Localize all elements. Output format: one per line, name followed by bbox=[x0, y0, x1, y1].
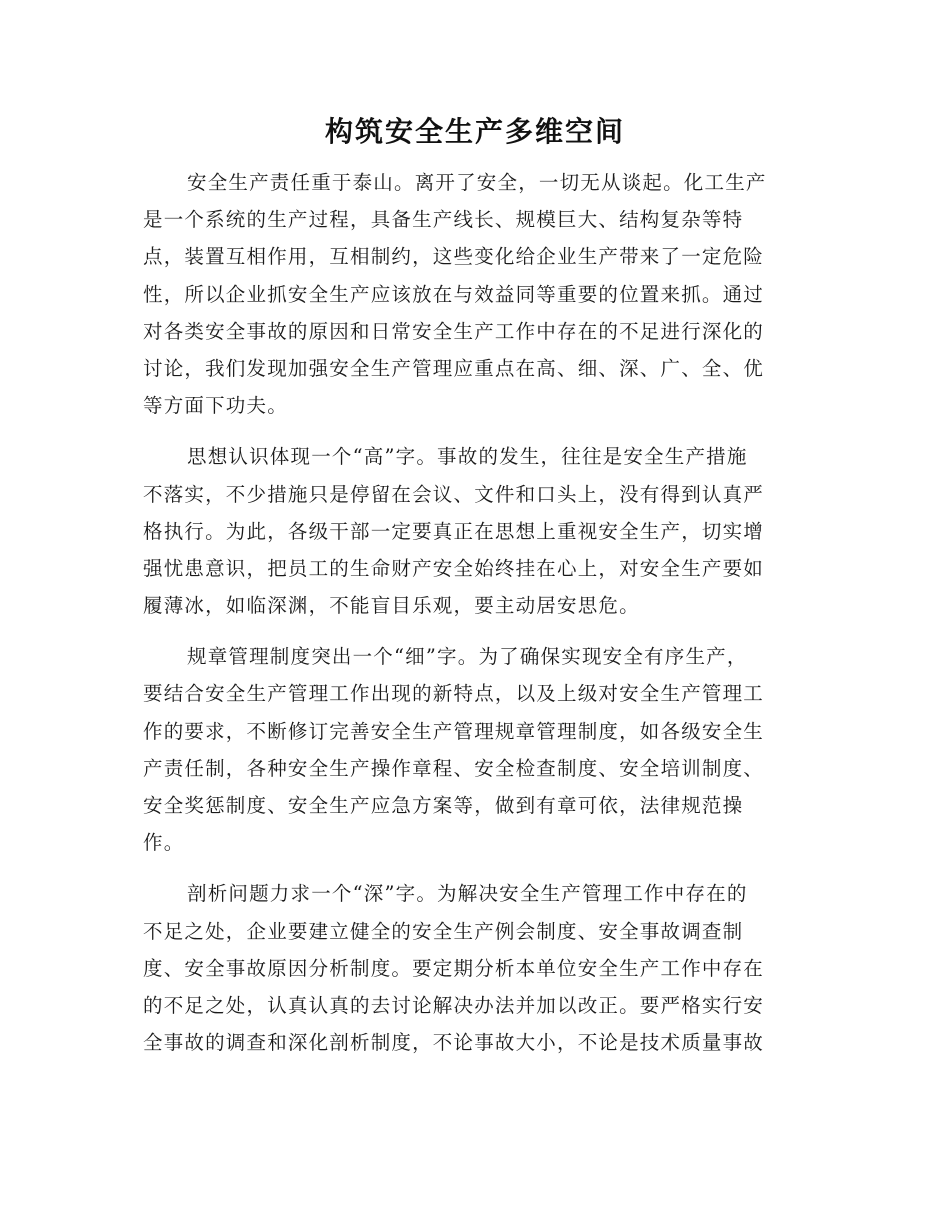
text-line: 履薄冰，如临深渊，不能盲目乐观，要主动居安思危。 bbox=[143, 594, 640, 618]
text-line: 性，所以企业抓安全生产应该放在与效益同等重要的位置来抓。通过 bbox=[143, 282, 765, 306]
text-line: 讨论，我们发现加强安全生产管理应重点在高、细、深、广、全、优 bbox=[143, 356, 765, 380]
paragraph bbox=[143, 638, 798, 861]
document-body bbox=[143, 164, 798, 1075]
paragraph bbox=[143, 875, 798, 1061]
paragraph bbox=[143, 438, 798, 624]
text-line: 强忧患意识，把员工的生命财产安全始终挂在心上，对安全生产要如 bbox=[143, 556, 765, 580]
text-line: 是一个系统的生产过程，具备生产线长、规模巨大、结构复杂等特 bbox=[143, 208, 744, 232]
text-line: 对各类安全事故的原因和日常安全生产工作中存在的不足进行深化的 bbox=[143, 319, 765, 343]
text-line: 等方面下功夫。 bbox=[143, 394, 288, 418]
text-line: 思想认识体现一个“高”字。事故的发生，往往是安全生产措施 bbox=[187, 445, 748, 469]
text-line: 产责任制，各种安全生产操作章程、安全检查制度、安全培训制度、 bbox=[143, 756, 765, 780]
text-line: 安全生产责任重于泰山。离开了安全，一切无从谈起。化工生产 bbox=[187, 171, 767, 194]
text-line: 度、安全事故原因分析制度。要定期分析本单位安全生产工作中存在 bbox=[143, 956, 765, 980]
text-line: 作的要求，不断修订完善安全生产管理规章管理制度，如各级安全生 bbox=[143, 719, 765, 743]
text-line: 不落实，不少措施只是停留在会议、文件和口头上，没有得到认真严 bbox=[143, 482, 765, 506]
text-line: 的不足之处，认真认真的去讨论解决办法并加以改正。要严格实行安 bbox=[143, 993, 765, 1017]
paragraph bbox=[143, 164, 798, 424]
text-line: 剖析问题力求一个“深”字。为解决安全生产管理工作中存在的 bbox=[187, 882, 748, 906]
text-line: 不足之处，企业要建立健全的安全生产例会制度、安全事故调查制 bbox=[143, 919, 744, 943]
text-line: 作。 bbox=[143, 831, 185, 855]
text-line: 安全奖惩制度、安全生产应急方案等，做到有章可依，法律规范操 bbox=[143, 794, 744, 817]
text-line: 格执行。为此，各级干部一定要真正在思想上重视安全生产，切实增 bbox=[143, 519, 765, 543]
text-line: 要结合安全生产管理工作出现的新特点，以及上级对安全生产管理工 bbox=[143, 682, 765, 706]
text-line: 全事故的调查和深化剖析制度，不论事故大小，不论是技术质量事故 bbox=[143, 1031, 765, 1055]
text-line: 点，装置互相作用，互相制约，这些变化给企业生产带来了一定危险 bbox=[143, 245, 765, 269]
text-line: 规章管理制度突出一个“细”字。为了确保实现安全有序生产， bbox=[187, 645, 748, 669]
document-title: 构筑安全生产多维空间 bbox=[324, 115, 625, 148]
